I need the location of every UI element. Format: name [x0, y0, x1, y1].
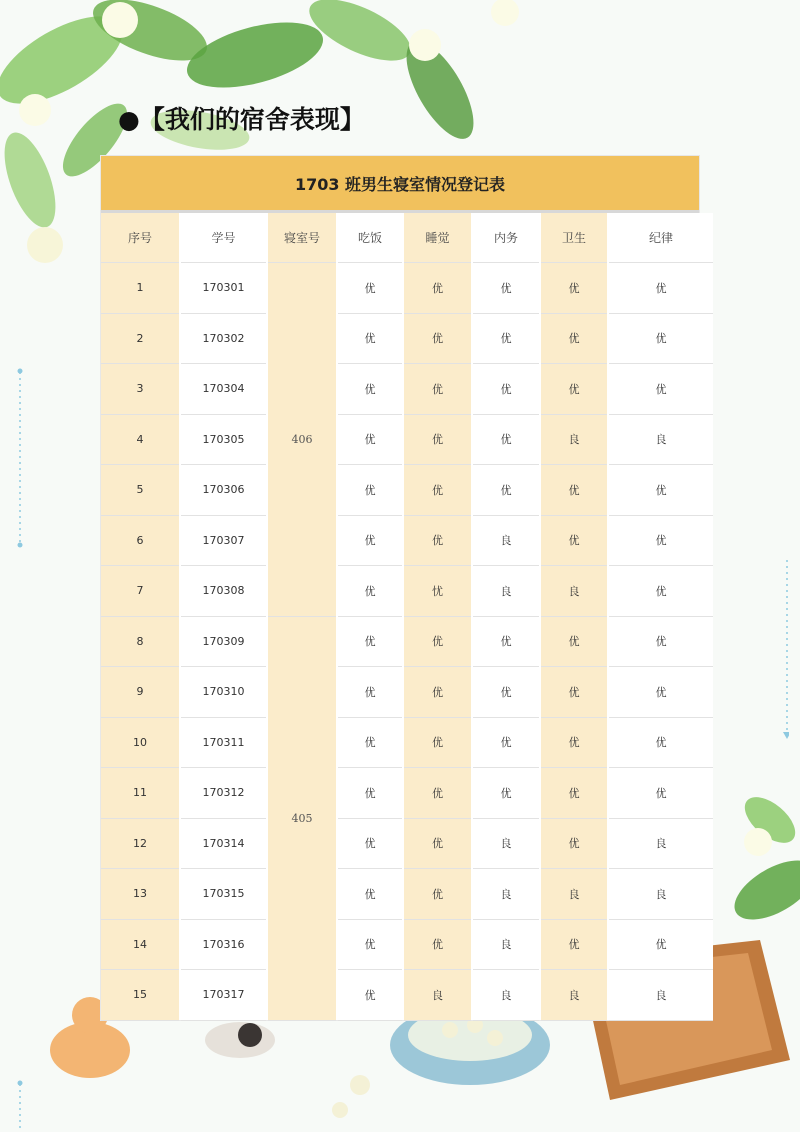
cell-chores: 优	[473, 415, 539, 466]
cell-hygiene: 良	[541, 566, 607, 617]
cell-eating: 优	[338, 566, 402, 617]
page-title: ●【我们的宿舍表现】	[118, 105, 365, 134]
cell-no: 14	[101, 920, 179, 971]
cell-hygiene: 优	[541, 718, 607, 769]
cell-student-id: 170316	[181, 920, 266, 971]
cell-discipline: 优	[609, 920, 713, 971]
cell-hygiene: 良	[541, 869, 607, 920]
left-dotted-line	[17, 368, 23, 548]
cell-no: 10	[101, 718, 179, 769]
dorm-record-sheet	[100, 155, 700, 1021]
cell-chores: 优	[473, 465, 539, 516]
header-chores: 内务	[473, 213, 539, 263]
cell-hygiene: 优	[541, 263, 607, 314]
cell-student-id: 170302	[181, 314, 266, 365]
cell-eating: 优	[338, 364, 402, 415]
cell-chores: 优	[473, 364, 539, 415]
cell-hygiene: 优	[541, 516, 607, 567]
cell-no: 2	[101, 314, 179, 365]
cell-hygiene: 优	[541, 364, 607, 415]
cell-discipline: 优	[609, 314, 713, 365]
cell-hygiene: 优	[541, 768, 607, 819]
cell-hygiene: 优	[541, 465, 607, 516]
cell-discipline: 优	[609, 465, 713, 516]
cell-sleeping: 优	[404, 364, 471, 415]
cell-chores: 良	[473, 920, 539, 971]
cell-discipline: 良	[609, 415, 713, 466]
cell-eating: 优	[338, 516, 402, 567]
cell-no: 13	[101, 869, 179, 920]
cell-discipline: 优	[609, 364, 713, 415]
cell-student-id: 170314	[181, 819, 266, 870]
cell-chores: 优	[473, 263, 539, 314]
cell-chores: 优	[473, 667, 539, 718]
cell-hygiene: 优	[541, 819, 607, 870]
cell-no: 12	[101, 819, 179, 870]
cell-discipline: 优	[609, 667, 713, 718]
cell-eating: 优	[338, 819, 402, 870]
cell-eating: 优	[338, 970, 402, 1021]
cell-no: 11	[101, 768, 179, 819]
cell-discipline: 优	[609, 718, 713, 769]
cell-sleeping: 优	[404, 920, 471, 971]
cell-sleeping: 优	[404, 819, 471, 870]
cell-sleeping: 优	[404, 667, 471, 718]
cell-sleeping: 优	[404, 415, 471, 466]
cell-sleeping: 优	[404, 768, 471, 819]
cell-eating: 优	[338, 314, 402, 365]
cell-hygiene: 良	[541, 970, 607, 1021]
cell-student-id: 170306	[181, 465, 266, 516]
cell-discipline: 优	[609, 263, 713, 314]
cell-student-id: 170310	[181, 667, 266, 718]
header-discipline: 纪律	[609, 213, 713, 263]
header-no: 序号	[101, 213, 179, 263]
cell-eating: 优	[338, 920, 402, 971]
cell-hygiene: 优	[541, 617, 607, 668]
bottom-left-dotted-line	[17, 1080, 23, 1132]
cell-discipline: 优	[609, 617, 713, 668]
cell-no: 1	[101, 263, 179, 314]
cell-sleeping: 优	[404, 314, 471, 365]
cell-student-id: 170317	[181, 970, 266, 1021]
cell-chores: 优	[473, 617, 539, 668]
cell-sleeping: 优	[404, 516, 471, 567]
cell-sleeping: 良	[404, 970, 471, 1021]
cell-eating: 优	[338, 768, 402, 819]
cell-sleeping: 优	[404, 465, 471, 516]
cell-hygiene: 优	[541, 314, 607, 365]
cell-eating: 优	[338, 617, 402, 668]
cell-no: 9	[101, 667, 179, 718]
cell-no: 5	[101, 465, 179, 516]
cell-no: 8	[101, 617, 179, 668]
cell-hygiene: 优	[541, 920, 607, 971]
cell-student-id: 170308	[181, 566, 266, 617]
cell-sleeping: 优	[404, 263, 471, 314]
right-dotted-line	[783, 560, 789, 740]
cell-no: 7	[101, 566, 179, 617]
cell-discipline: 良	[609, 869, 713, 920]
cell-hygiene: 良	[541, 415, 607, 466]
cell-discipline: 良	[609, 970, 713, 1021]
cell-chores: 良	[473, 819, 539, 870]
cell-discipline: 优	[609, 768, 713, 819]
cell-eating: 优	[338, 465, 402, 516]
cell-student-id: 170304	[181, 364, 266, 415]
cell-student-id: 170305	[181, 415, 266, 466]
cell-student-id: 170301	[181, 263, 266, 314]
header-hygiene: 卫生	[541, 213, 607, 263]
cell-no: 15	[101, 970, 179, 1021]
cell-student-id: 170309	[181, 617, 266, 668]
room-number-cell: 406	[268, 263, 336, 617]
cell-eating: 优	[338, 869, 402, 920]
cell-student-id: 170311	[181, 718, 266, 769]
cell-sleeping: 优	[404, 869, 471, 920]
cell-eating: 优	[338, 263, 402, 314]
dorm-record-table	[101, 213, 713, 1021]
room-number-cell: 405	[268, 617, 336, 1021]
cell-no: 3	[101, 364, 179, 415]
cell-hygiene: 优	[541, 667, 607, 718]
cell-chores: 优	[473, 314, 539, 365]
cell-no: 4	[101, 415, 179, 466]
cell-chores: 良	[473, 869, 539, 920]
cell-no: 6	[101, 516, 179, 567]
cell-student-id: 170307	[181, 516, 266, 567]
cell-student-id: 170312	[181, 768, 266, 819]
cell-discipline: 优	[609, 566, 713, 617]
header-eating: 吃饭	[338, 213, 402, 263]
cell-chores: 优	[473, 768, 539, 819]
cell-eating: 优	[338, 718, 402, 769]
header-sleeping: 睡觉	[404, 213, 471, 263]
table-caption: 1703 班男生寝室情况登记表	[101, 156, 699, 213]
cell-chores: 良	[473, 516, 539, 567]
header-room: 寝室号	[268, 213, 336, 263]
header-student-id: 学号	[181, 213, 266, 263]
right-leaves-decoration	[725, 788, 800, 931]
cell-eating: 优	[338, 415, 402, 466]
cell-eating: 优	[338, 667, 402, 718]
cell-sleeping: 忧	[404, 566, 471, 617]
cell-discipline: 优	[609, 516, 713, 567]
cell-chores: 良	[473, 970, 539, 1021]
cell-sleeping: 优	[404, 617, 471, 668]
cell-sleeping: 优	[404, 718, 471, 769]
cell-discipline: 良	[609, 819, 713, 870]
cell-student-id: 170315	[181, 869, 266, 920]
cell-chores: 优	[473, 718, 539, 769]
cell-chores: 良	[473, 566, 539, 617]
